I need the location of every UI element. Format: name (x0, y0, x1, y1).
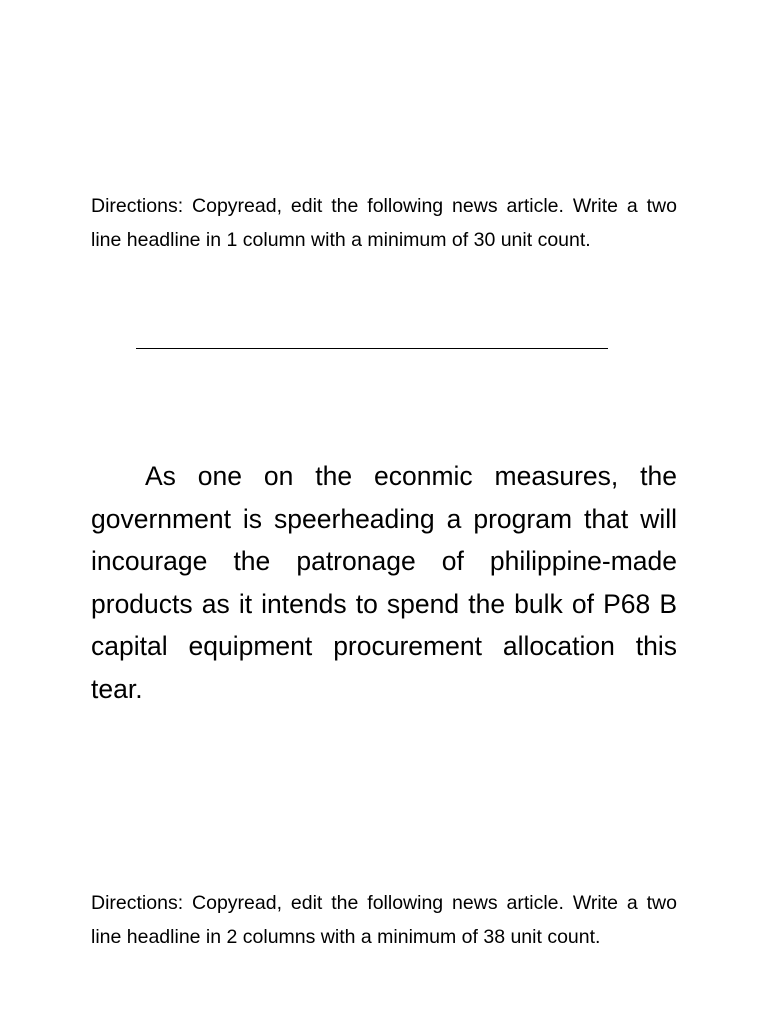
headline-answer-line (136, 348, 608, 349)
directions-paragraph-1: Directions: Copyread, edit the following news article. Write a two line headline in 1 column with a minimum of 30 unit count. (91, 195, 677, 251)
news-article-paragraph: As one on the econmic measures, the government is speerheading a program that will incourage the patronage of philippine-made products as it intends to spend the bulk of P68 B capital equipment procurement allocation this tear. (91, 461, 677, 704)
directions-paragraph-2: Directions: Copyread, edit the following news article. Write a two line headline in 2 columns with a minimum of 38 unit count. (91, 892, 677, 948)
